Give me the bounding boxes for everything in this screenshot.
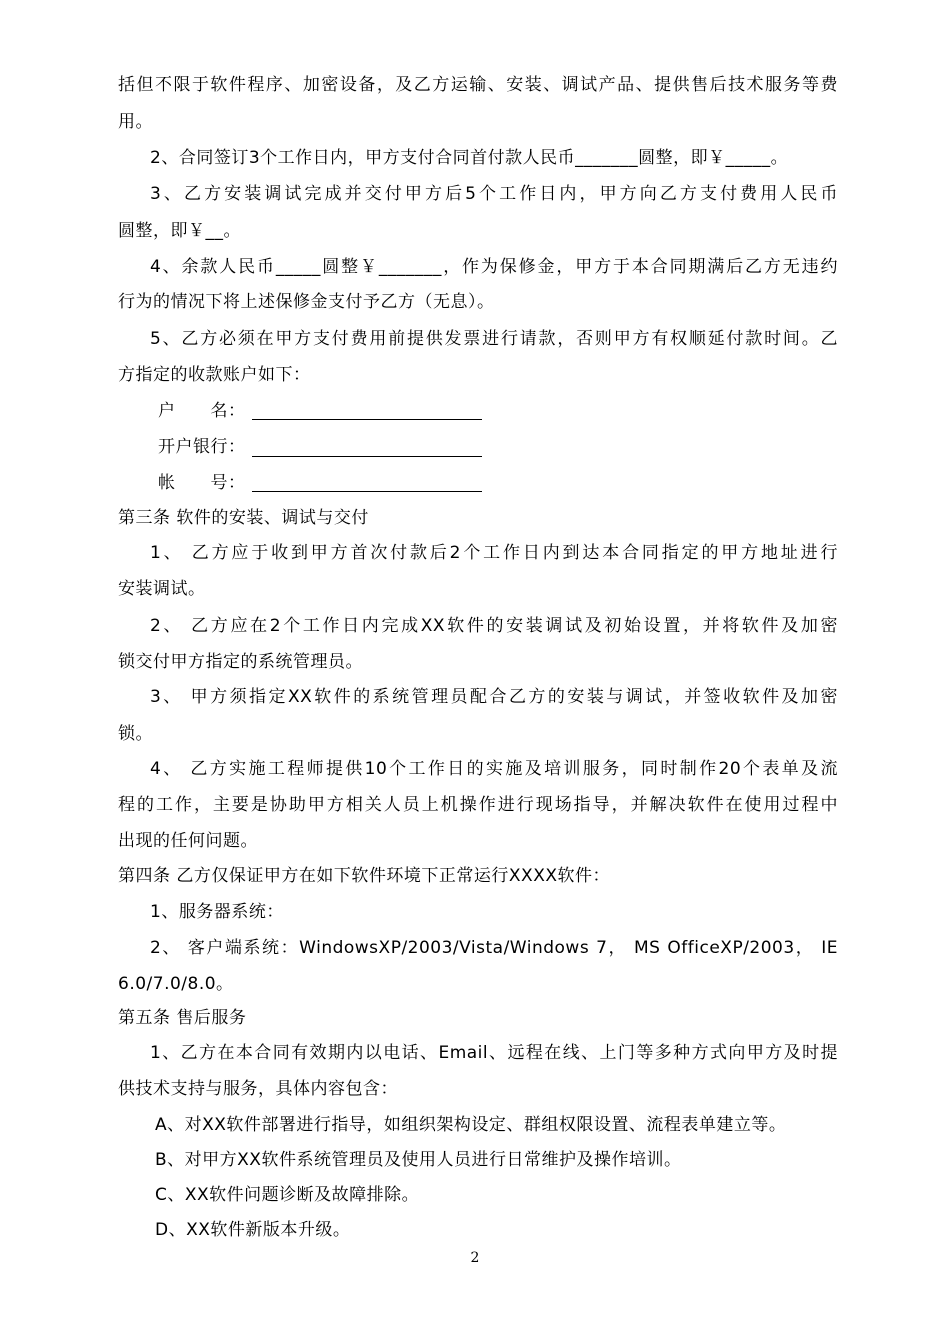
text-line: 2、 乙方应在2个工作日内完成XX软件的安装调试及初始设置，并将软件及加密 xyxy=(150,616,838,636)
text-line: 2、合同签订3个工作日内，甲方支付合同首付款人民币_______圆整，即￥_____。 xyxy=(150,148,789,168)
text-line: 锁交付甲方指定的系统管理员。 xyxy=(118,652,363,672)
text-line: 3、 甲方须指定XX软件的系统管理员配合乙方的安装与调试，并签收软件及加密 xyxy=(150,687,838,707)
text-line: 方指定的收款账户如下： xyxy=(118,365,311,385)
text-line: 1、 乙方应于收到甲方首次付款后2个工作日内到达本合同指定的甲方地址进行 xyxy=(150,543,838,563)
list-item: C、XX软件问题诊断及故障排除。 xyxy=(155,1185,420,1205)
bank-label: 开户银行： xyxy=(158,437,246,457)
account-number-blank xyxy=(252,491,482,492)
text-line: 3、乙方安装调试完成并交付甲方后5个工作日内，甲方向乙方支付费用人民币 xyxy=(150,184,838,204)
text-line: 供技术支持与服务，具体内容包含： xyxy=(118,1079,398,1099)
text-line: 程的工作，主要是协助甲方相关人员上机操作进行现场指导，并解决软件在使用过程中 xyxy=(118,795,838,815)
text-line: 4、余款人民币_____圆整￥_______，作为保修金，甲方于本合同期满后乙方无违约 xyxy=(150,257,838,277)
bank-blank xyxy=(252,456,482,457)
text-line: 5、乙方必须在甲方支付费用前提供发票进行请款，否则甲方有权顺延付款时间。乙 xyxy=(150,329,838,349)
list-item: A、对XX软件部署进行指导，如组织架构设定、群组权限设置、流程表单建立等。 xyxy=(155,1115,787,1135)
text-line: 4、 乙方实施工程师提供10个工作日的实施及培训服务，同时制作20个表单及流 xyxy=(150,759,838,779)
section-heading: 第四条 乙方仅保证甲方在如下软件环境下正常运行XXXX软件： xyxy=(118,866,610,886)
text-line: 圆整，即￥__。 xyxy=(118,221,241,241)
text-line: 6.0/7.0/8.0。 xyxy=(118,974,234,994)
text-line: 2、 客户端系统：WindowsXP/2003/Vista/Windows 7， MS OfficeXP/2003， IE xyxy=(150,938,838,958)
section-heading: 第五条 售后服务 xyxy=(118,1008,247,1028)
text-line: 用。 xyxy=(118,112,153,132)
text-line: 出现的任何问题。 xyxy=(118,831,258,851)
text-line: 行为的情况下将上述保修金支付予乙方（无息）。 xyxy=(118,292,495,312)
list-item: B、对甲方XX软件系统管理员及使用人员进行日常维护及操作培训。 xyxy=(155,1150,682,1170)
text-line: 1、服务器系统： xyxy=(150,902,284,922)
text-line: 锁。 xyxy=(118,724,153,744)
account-name-label: 户 名： xyxy=(158,401,246,421)
account-number-label: 帐 号： xyxy=(158,473,246,493)
section-heading: 第三条 软件的安装、调试与交付 xyxy=(118,508,369,528)
page-number: 2 xyxy=(470,1250,480,1266)
text-line: 安装调试。 xyxy=(118,579,206,599)
text-line: 括但不限于软件程序、加密设备，及乙方运输、安装、调试产品、提供售后技术服务等费 xyxy=(118,75,838,95)
text-line: 1、乙方在本合同有效期内以电话、Email、远程在线、上门等多种方式向甲方及时提 xyxy=(150,1043,838,1063)
list-item: D、XX软件新版本升级。 xyxy=(155,1220,351,1240)
account-name-blank xyxy=(252,419,482,420)
